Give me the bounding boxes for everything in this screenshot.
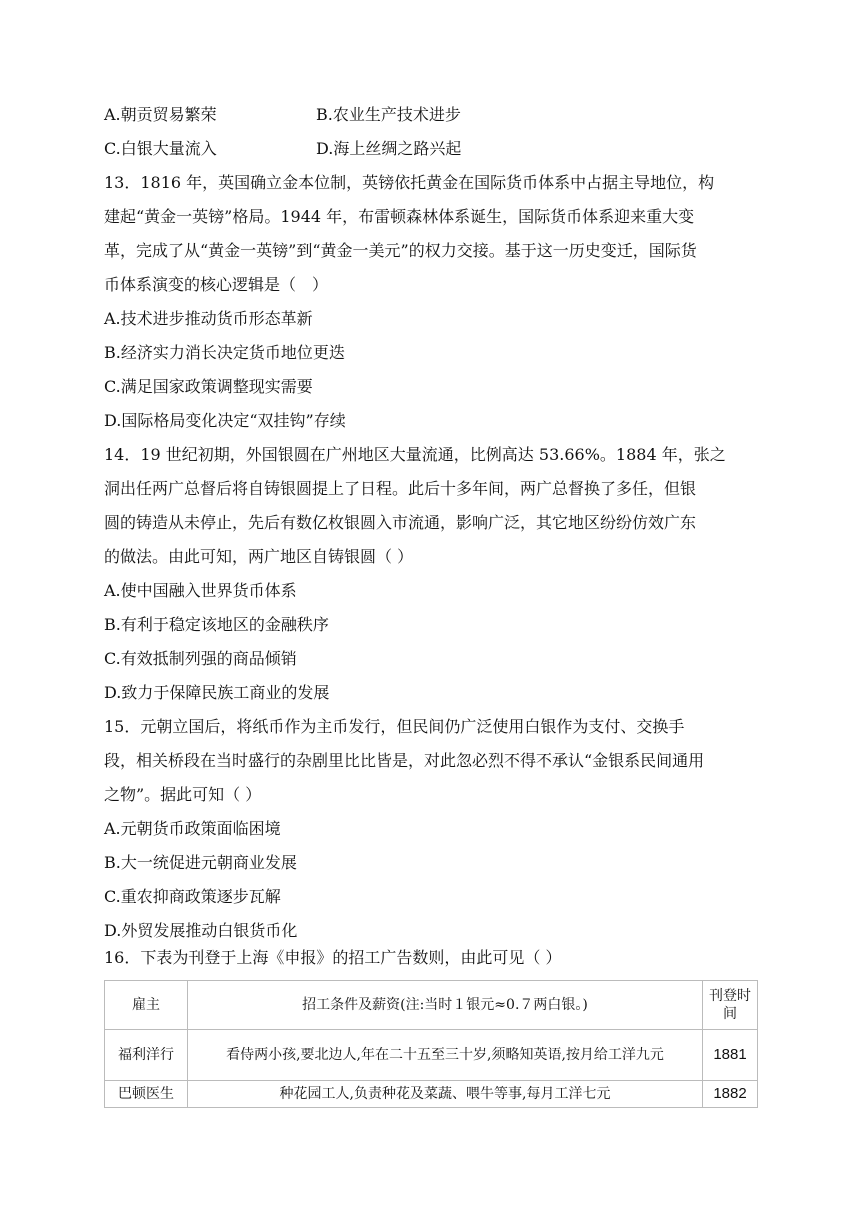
q15-stem-line: 之物”。据此可知（ ） <box>104 785 262 804</box>
table-header-cell: 雇主 <box>105 981 188 1030</box>
table-cell-conditions: 看侍两小孩,要北边人,年在二十五至三十岁,须略知英语,按月给工洋九元 <box>188 1030 703 1081</box>
table-cell-employer: 福利洋行 <box>105 1030 188 1081</box>
q12-option-d: D.海上丝绸之路兴起 <box>316 139 462 158</box>
q12-option-c: C.白银大量流入 <box>104 139 217 158</box>
table-cell-year: 1882 <box>703 1081 758 1108</box>
table-row <box>105 1030 758 1081</box>
q15-stem-line: 15．元朝立国后，将纸币作为主币发行，但民间仍广泛使用白银作为支付、交换手 <box>104 717 685 736</box>
q14-stem-line: 圆的铸造从未停止，先后有数亿枚银圆入市流通，影响广泛，其它地区纷纷仿效广东 <box>104 513 697 532</box>
q12-option-b: B.农业生产技术进步 <box>316 105 461 124</box>
table-cell-year: 1881 <box>703 1030 758 1081</box>
q15-option-a: A.元朝货币政策面临困境 <box>104 819 281 838</box>
table-row <box>105 1081 758 1108</box>
q14-stem-line: 的做法。由此可知，两广地区自铸银圆（ ） <box>104 547 414 566</box>
q13-stem-line: 革，完成了从“黄金一英镑”到“黄金一美元”的权力交接。基于这一历史变迁，国际货 <box>104 241 697 260</box>
q14-stem-line: 14．19 世纪初期，外国银圆在广州地区大量流通，比例高达 53.66%。1884 年，张之 <box>104 445 726 464</box>
table-cell-employer: 巴顿医生 <box>105 1081 188 1108</box>
q12-option-a: A.朝贡贸易繁荣 <box>104 105 217 124</box>
q15-option-c: C.重农抑商政策逐步瓦解 <box>104 887 281 906</box>
q14-option-b: B.有利于稳定该地区的金融秩序 <box>104 615 329 634</box>
q15-option-d: D.外贸发展推动白银货币化 <box>104 921 298 940</box>
q13-stem-line: 建起“黄金一英镑”格局。1944 年，布雷顿森林体系诞生，国际货币体系迎来重大变 <box>104 207 695 226</box>
table-header-cell: 招工条件及薪资(注:当时１银元≈0.７两白银。) <box>188 981 703 1030</box>
table-cell-conditions: 种花园工人,负责种花及菜蔬、喂牛等事,每月工洋七元 <box>188 1081 703 1108</box>
q13-stem-line: 币体系演变的核心逻辑是（ ） <box>104 275 329 294</box>
q14-option-d: D.致力于保障民族工商业的发展 <box>104 683 330 702</box>
q13-option-d: D.国际格局变化决定“双挂钩”存续 <box>104 411 346 430</box>
q14-option-c: C.有效抵制列强的商品倾销 <box>104 649 297 668</box>
q15-option-b: B.大一统促进元朝商业发展 <box>104 853 297 872</box>
q13-option-c: C.满足国家政策调整现实需要 <box>104 377 313 396</box>
table-header-cell: 刊登时间 <box>703 981 758 1030</box>
q16-stem: 16．下表为刊登于上海《申报》的招工广告数则，由此可见（ ） <box>104 948 562 967</box>
q14-option-a: A.使中国融入世界货币体系 <box>104 581 297 600</box>
table-header-row <box>105 981 758 1030</box>
recruitment-ad-table <box>104 980 758 1108</box>
q13-stem-line: 13．1816 年，英国确立金本位制，英镑依托黄金在国际货币体系中占据主导地位，构 <box>104 173 715 192</box>
q13-option-a: A.技术进步推动货币形态革新 <box>104 309 313 328</box>
q14-stem-line: 洞出任两广总督后将自铸银圆提上了日程。此后十多年间，两广总督换了多任，但银 <box>104 479 697 498</box>
q13-option-b: B.经济实力消长决定货币地位更迭 <box>104 343 345 362</box>
q15-stem-line: 段，相关桥段在当时盛行的杂剧里比比皆是，对此忽必烈不得不承认“金银系民间通用 <box>104 751 705 770</box>
